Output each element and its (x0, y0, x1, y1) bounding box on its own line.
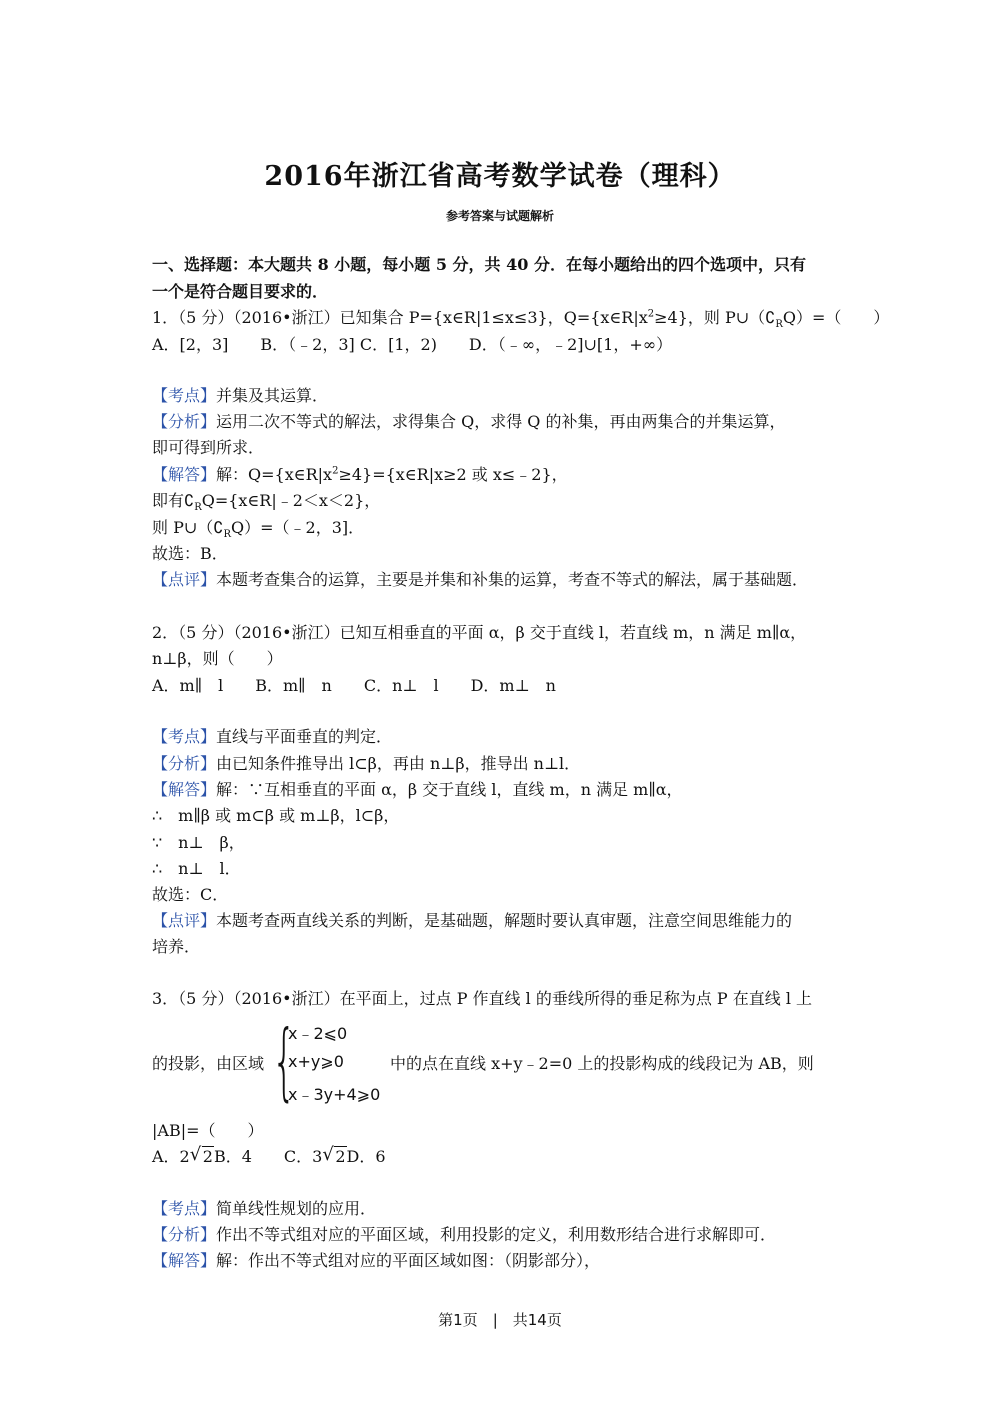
q1-options: A．[2，3] B．（﹣2，3] C．[1，2) D．（﹣∞，﹣2]∪[1，+∞） (152, 335, 673, 354)
q3-stem-line-1: 3．（5 分）（2016•浙江）在平面上，过点 P 作直线 l 的垂线所得的垂足称为点 P 在直线 l 上 (152, 989, 813, 1008)
q2-dianping-text-1: 本题考查两直线关系的判断，是基础题，解题时要认真审题，注意空间思维能力的 (216, 911, 793, 930)
q3-option-b: B．4 C．3 (213, 1147, 323, 1166)
q2-dianping-line-2: 培养． (152, 937, 201, 956)
q1-jieda-line-3 (152, 517, 364, 539)
q2-dianping (152, 910, 792, 932)
q2-jieda-line-2: ∴ m∥β 或 m⊂β 或 m⊥β，l⊂β， (152, 806, 400, 825)
q1-jieda-2sub: R (194, 502, 202, 514)
q1-jieda-1a: 解：Q={x∈R|x (216, 465, 333, 484)
q3-jieda-text: 解：作出不等式组对应的平面区域如图：（阴影部分）， (216, 1251, 601, 1270)
q3-fenxi (152, 1224, 776, 1246)
q2-options: A．m∥ l B．m∥ n C．n⊥ l D．m⊥ n (152, 676, 556, 695)
fenxi-tag: 【分析】 (152, 1225, 217, 1244)
q1-kaodian-text: 并集及其运算． (216, 386, 329, 405)
q1-stem (152, 307, 889, 329)
q1-choose: 故选：B． (152, 544, 228, 563)
dianping-tag: 【点评】 (152, 570, 217, 589)
q3-jieda (152, 1250, 600, 1272)
q2-jieda-line-1 (152, 779, 683, 801)
page-subtitle: 参考答案与试题解析 (445, 209, 554, 223)
q1-fenxi-text-1: 运用二次不等式的解法，求得集合 Q，求得 Q 的补集，再由两集合的并集运算， (216, 412, 786, 431)
q3-option-d: D．6 (346, 1147, 386, 1166)
q1-fenxi (152, 411, 786, 433)
q1-jieda-3a: 则 P∪（∁ (152, 518, 224, 537)
q2-fenxi (152, 753, 580, 775)
q1-stem-text-b: ≥4}，则 P∪（∁ (654, 308, 776, 327)
q3-stem-line-3: |AB|=（ ） (152, 1121, 264, 1140)
q1-fenxi-line-2: 即可得到所求． (152, 438, 265, 457)
q1-dianping-text: 本题考查集合的运算，主要是并集和补集的运算，考查不等式的解法，属于基础题． (216, 570, 809, 589)
q3-kaodian-text: 简单线性规划的应用． (216, 1199, 377, 1218)
jieda-tag: 【解答】 (152, 780, 217, 799)
q1-stem-sup: 2 (647, 308, 655, 320)
q3-stem-line-2a: 的投影，由区域 (152, 1054, 265, 1073)
inequality-2: x+y⩾0 (288, 1052, 344, 1071)
q3-option-a: A．2 (152, 1147, 190, 1166)
q1-stem-text-c: Q）=（ ） (782, 308, 890, 327)
q2-jieda-line-4: ∴ n⊥ l． (152, 859, 241, 878)
q2-fenxi-text: 由已知条件推导出 l⊂β，再由 n⊥β，推导出 n⊥l． (216, 754, 581, 773)
dianping-tag: 【点评】 (152, 911, 217, 930)
q2-jieda-line-3: ∵ n⊥ β， (152, 833, 245, 852)
kaodian-tag: 【考点】 (152, 727, 217, 746)
q1-jieda-3b: Q）=（﹣2，3]． (230, 518, 365, 537)
q3-kaodian (152, 1198, 376, 1220)
q3-options (152, 1146, 386, 1168)
left-brace: { (272, 1012, 297, 1110)
inequality-3: x﹣3y+4⩾0 (288, 1085, 381, 1104)
q3-stem-line-2b: 中的点在直线 x+y﹣2=0 上的投影构成的线段记为 AB，则 (390, 1054, 814, 1073)
jieda-tag: 【解答】 (152, 465, 217, 484)
q3-option-c-radicand: 2 (335, 1147, 346, 1166)
q1-stem-sub: R (775, 319, 783, 331)
sqrt-symbol (190, 1146, 214, 1168)
page-title: 2016年浙江省高考数学试卷（理科） (264, 161, 736, 192)
fenxi-tag: 【分析】 (152, 754, 217, 773)
q2-stem-line-1: 2．（5 分）（2016•浙江）已知互相垂直的平面 α，β 交于直线 l，若直线 m，n 满足 m∥α， (152, 623, 807, 642)
q1-jieda-1sup: 2 (332, 465, 339, 477)
q2-kaodian-text: 直线与平面垂直的判定． (216, 727, 393, 746)
fenxi-tag: 【分析】 (152, 412, 217, 431)
q1-jieda-line-1 (152, 464, 568, 486)
section-heading-line-2: 一个是符合题目要求的． (152, 282, 329, 301)
q1-jieda-2b: Q={x∈R|﹣2＜x＜2}， (201, 491, 381, 510)
section-heading-line-1: 一、选择题：本大题共 8 小题，每小题 5 分，共 40 分．在每小题给出的四个选项中，只有 (152, 255, 806, 274)
q1-jieda-2a: 即有∁ (152, 491, 195, 510)
jieda-tag: 【解答】 (152, 1251, 217, 1270)
q3-option-a-radicand: 2 (202, 1147, 213, 1166)
q2-choose: 故选：C． (152, 885, 229, 904)
inequality-system (272, 1012, 392, 1110)
q1-stem-text-a: 1．（5 分）（2016•浙江）已知集合 P={x∈R|1≤x≤3}，Q={x∈R|x (152, 308, 648, 327)
inequality-1: x﹣2⩽0 (288, 1024, 348, 1043)
q3-fenxi-text: 作出不等式组对应的平面区域，利用投影的定义，利用数形结合进行求解即可． (216, 1225, 777, 1244)
q2-stem-line-2: n⊥β，则（ ） (152, 649, 283, 668)
q1-jieda-1b: ≥4}={x∈R|x≥2 或 x≤﹣2}， (338, 465, 568, 484)
kaodian-tag: 【考点】 (152, 386, 217, 405)
q1-kaodian (152, 385, 328, 407)
q2-jieda-text-1: 解：∵互相垂直的平面 α，β 交于直线 l，直线 m，n 满足 m∥α， (216, 780, 683, 799)
page-footer: 第1页 | 共14页 (438, 1311, 562, 1329)
q1-jieda-3sub: R (223, 529, 231, 541)
kaodian-tag: 【考点】 (152, 1199, 217, 1218)
q2-kaodian (152, 726, 392, 748)
q1-dianping (152, 569, 808, 591)
q1-jieda-line-2 (152, 490, 380, 512)
sqrt-symbol (322, 1146, 346, 1168)
